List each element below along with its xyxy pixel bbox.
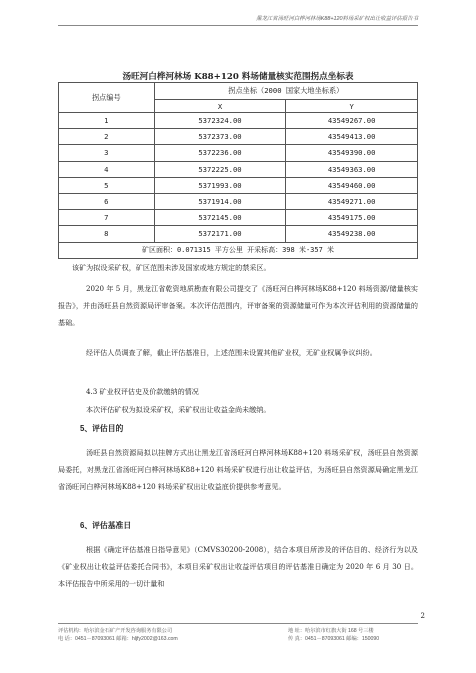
cell-y: 43549413.00: [286, 129, 418, 145]
cell-y: 43549267.00: [286, 113, 418, 129]
footer-address: 地 址：哈尔滨市红旗大街 168 号三楼: [288, 628, 374, 634]
cell-no: 6: [59, 193, 155, 209]
header-x: X: [154, 100, 286, 113]
table-footer-area: 矿区面积：0.071315 平方公里 开采标高：398 米-357 米: [59, 242, 418, 258]
table-row: [59, 161, 418, 177]
cell-x: 5371993.00: [154, 177, 286, 193]
cell-x: 5372373.00: [154, 129, 286, 145]
cell-y: 43549238.00: [286, 226, 418, 242]
cell-no: 8: [59, 226, 155, 242]
header-rule: [58, 25, 418, 26]
footer-fax: 传 真：0451－87093061 邮编：150090: [288, 636, 380, 642]
cell-no: 5: [59, 177, 155, 193]
footer-contact: 电 话：0451－87093061 邮箱：hljfy2002@163.com: [58, 636, 178, 642]
cell-no: 2: [59, 129, 155, 145]
footer-rule: [58, 623, 418, 624]
paragraph-base-date: 根据《确定评估基准日指导意见》（CMVS30200-2008），结合本项目所涉及的评估目的、经济行为以及《矿业权出让收益评估委托合同书》，本项目采矿权出让收益评估项目的评估基准日确定为 2020 年 6 月 30 日。本评估报告中所采用的一切计量和: [58, 545, 418, 589]
cell-no: 1: [59, 113, 155, 129]
page-number: 2: [420, 612, 425, 620]
cell-y: 43549460.00: [286, 177, 418, 193]
header-coordinates: 拐点坐标（2000 国家大地坐标系）: [154, 83, 417, 100]
header-point-no: 拐点编号: [59, 83, 155, 113]
cell-x: 5372171.00: [154, 226, 286, 242]
footer-agency: 评估机构：哈尔滨金石矿产开发咨询服务有限公司: [58, 628, 173, 634]
cell-y: 43549271.00: [286, 193, 418, 209]
cell-x: 5371914.00: [154, 193, 286, 209]
table-title: 汤旺河白桦河林场 K88+120 料场储量核实范围拐点坐标表: [122, 72, 354, 82]
paragraph-verification: 2020 年 5 月，黑龙江省乾资地质勘查有限公司提交了《汤旺河白桦河林场K88+120 料场资源/储量核实报告》，并由汤旺县自然资源局评审备案。本次评估范围内，评审备案的资源储量可作为本次评估利用的资源储量的基础。: [58, 284, 418, 328]
table-row: [59, 113, 418, 129]
table-row: [59, 177, 418, 193]
table-row: [59, 226, 418, 242]
header-y: Y: [286, 100, 418, 113]
table-row: [59, 145, 418, 161]
cell-no: 4: [59, 161, 155, 177]
paragraph-exclusion: 该矿为拟设采矿权，矿区范围未涉及国家或地方规定的禁采区。: [72, 263, 271, 272]
section-heading-base-date: 6、评估基准日: [80, 521, 132, 530]
paragraph-purpose: 汤旺县自然资源局拟以挂牌方式出让黑龙江省汤旺河白桦河林场K88+120 料场采矿权，汤旺县自然资源局委托，对黑龙江省汤旺河白桦河林场K88+120 料场采矿权进行出让收益评估，为汤旺县自然资源局确定黑龙江省汤旺河白桦河林场K88+120 料场采矿权出让收益底价提供参考意见。: [58, 448, 418, 492]
paragraph-ownership: 经评估人员调查了解，截止评估基准日，上述范围未设置其他矿业权，无矿业权属争议纠纷。: [86, 348, 377, 357]
cell-y: 43549363.00: [286, 161, 418, 177]
cell-y: 43549390.00: [286, 145, 418, 161]
section-heading-4-3: 4.3 矿业权评估史及价款缴纳的情况: [86, 387, 199, 396]
running-header: 黑龙江省汤旺河白桦河林场K88+120料场采矿权出让收益评估报告书: [256, 16, 418, 22]
table-row: [59, 210, 418, 226]
cell-x: 5372225.00: [154, 161, 286, 177]
cell-y: 43549175.00: [286, 210, 418, 226]
cell-x: 5372236.00: [154, 145, 286, 161]
table-row: [59, 193, 418, 209]
cell-x: 5372145.00: [154, 210, 286, 226]
table-row: [59, 129, 418, 145]
cell-x: 5372324.00: [154, 113, 286, 129]
cell-no: 7: [59, 210, 155, 226]
section-heading-purpose: 5、评估目的: [80, 424, 124, 433]
paragraph-payment: 本次评估矿权为拟设采矿权，采矿权出让收益金尚未缴纳。: [86, 405, 271, 414]
coordinate-table: [58, 82, 418, 259]
cell-no: 3: [59, 145, 155, 161]
